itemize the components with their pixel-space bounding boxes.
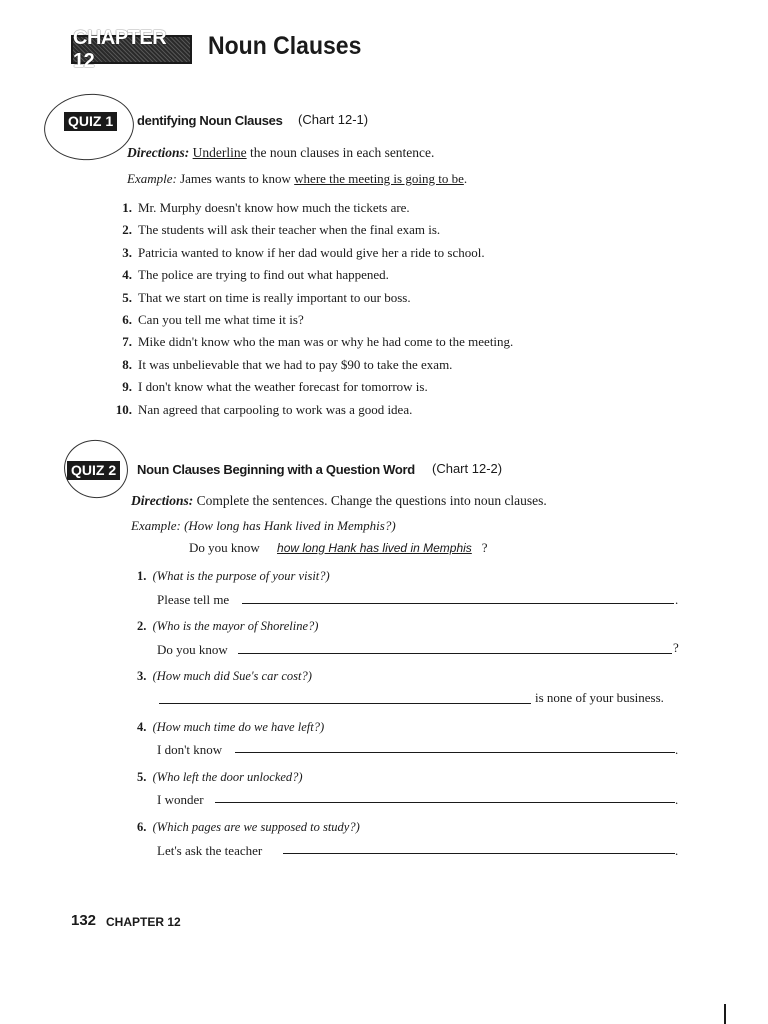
sentence-end: .	[675, 592, 679, 607]
quiz2-chart-ref: (Chart 12-2)	[432, 461, 503, 476]
sentence-end: .	[675, 843, 679, 858]
quiz2-title: Noun Clauses Beginning with a Question Word	[137, 462, 415, 477]
sentence-end: is none of your business.	[535, 690, 664, 705]
answer-blank[interactable]	[242, 603, 674, 604]
chapter-badge: CHAPTER 12	[71, 35, 192, 64]
directions-label: Directions:	[127, 145, 190, 160]
question-prompt: 4. (How much time do we have left?)	[137, 720, 325, 734]
sentence-stem: Let's ask the teacher	[157, 843, 263, 858]
example-question: (How long has Hank lived in Memphis?)	[184, 518, 396, 533]
list-item: 8. It was unbelievable that we had to pay $90 to take the exam.	[122, 356, 453, 372]
page-number: 132	[71, 912, 97, 929]
sentence-stem: I wonder	[157, 792, 204, 807]
example-stem: Do you know	[189, 540, 260, 555]
quiz2-badge: QUIZ 2	[67, 461, 120, 480]
quiz1-example: Example: James wants to know where the meeting is going to be.	[127, 171, 468, 186]
footer-chapter-label: CHAPTER 12	[106, 915, 181, 929]
answer-blank[interactable]	[215, 802, 675, 803]
question-prompt: 2. (Who is the mayor of Shoreline?)	[137, 619, 319, 633]
quiz1-title: dentifying Noun Clauses	[137, 113, 283, 128]
chapter-title: Noun Clauses	[208, 32, 362, 60]
answer-blank[interactable]	[235, 752, 675, 753]
sentence-stem: I don't know	[157, 742, 223, 757]
quiz2-directions	[131, 493, 547, 509]
list-item: 2. The students will ask their teacher when the final exam is.	[122, 222, 441, 238]
example-label: Example:	[131, 518, 181, 533]
question-prompt: 5. (Who left the door unlocked?)	[137, 770, 303, 784]
list-item: 10. Nan agreed that carpooling to work was a good idea.	[115, 401, 413, 417]
answer-blank[interactable]	[159, 703, 531, 704]
list-item: 6. Can you tell me what time it is?	[122, 311, 304, 327]
example-text: James wants to know	[180, 171, 295, 186]
quiz2-example-answer-row: Do you know how long Hank has lived in Memphis ?	[189, 540, 488, 555]
example-answer: how long Hank has lived in Memphis	[277, 541, 472, 555]
list-item: 5. That we start on time is really important to our boss.	[122, 289, 411, 305]
question-prompt: 6. (Which pages are we supposed to study?)	[137, 820, 360, 834]
list-item: 7. Mike didn't know who the man was or why he had come to the meeting.	[122, 334, 514, 350]
answer-blank[interactable]	[283, 853, 675, 854]
list-item: 1. Mr. Murphy doesn't know how much the tickets are.	[122, 200, 410, 215]
question-prompt: 3. (How much did Sue's car cost?)	[137, 669, 312, 683]
sentence-stem: Please tell me	[157, 592, 230, 607]
quiz1-badge: QUIZ 1	[64, 112, 117, 131]
sentence-end: .	[675, 742, 679, 757]
quiz1-item-list	[110, 200, 513, 424]
example-underlined: where the meeting is going to be	[294, 171, 464, 186]
quiz1-chart-ref: (Chart 12-1)	[298, 112, 369, 127]
question-prompt: 1. (What is the purpose of your visit?)	[137, 569, 330, 583]
list-item: 3. Patricia wanted to know if her dad would give her a ride to school.	[122, 244, 485, 260]
list-item: 4. The police are trying to find out what happened.	[122, 267, 389, 283]
directions-verb: Underline	[192, 145, 247, 160]
sentence-stem: Do you know	[157, 642, 228, 657]
directions-text: the noun clauses in each sentence.	[246, 145, 435, 160]
answer-blank[interactable]	[238, 653, 672, 654]
sentence-end: ?	[673, 640, 679, 655]
scan-edge-mark	[724, 1004, 726, 1024]
quiz1-directions	[127, 145, 434, 161]
list-item: 9. I don't know what the weather forecast for tomorrow is.	[122, 379, 428, 395]
directions-text: Complete the sentences. Change the questions into noun clauses.	[196, 493, 547, 508]
sentence-end: .	[675, 792, 679, 807]
example-label: Example:	[127, 171, 177, 186]
quiz2-example	[131, 518, 396, 534]
directions-label: Directions:	[131, 493, 194, 508]
